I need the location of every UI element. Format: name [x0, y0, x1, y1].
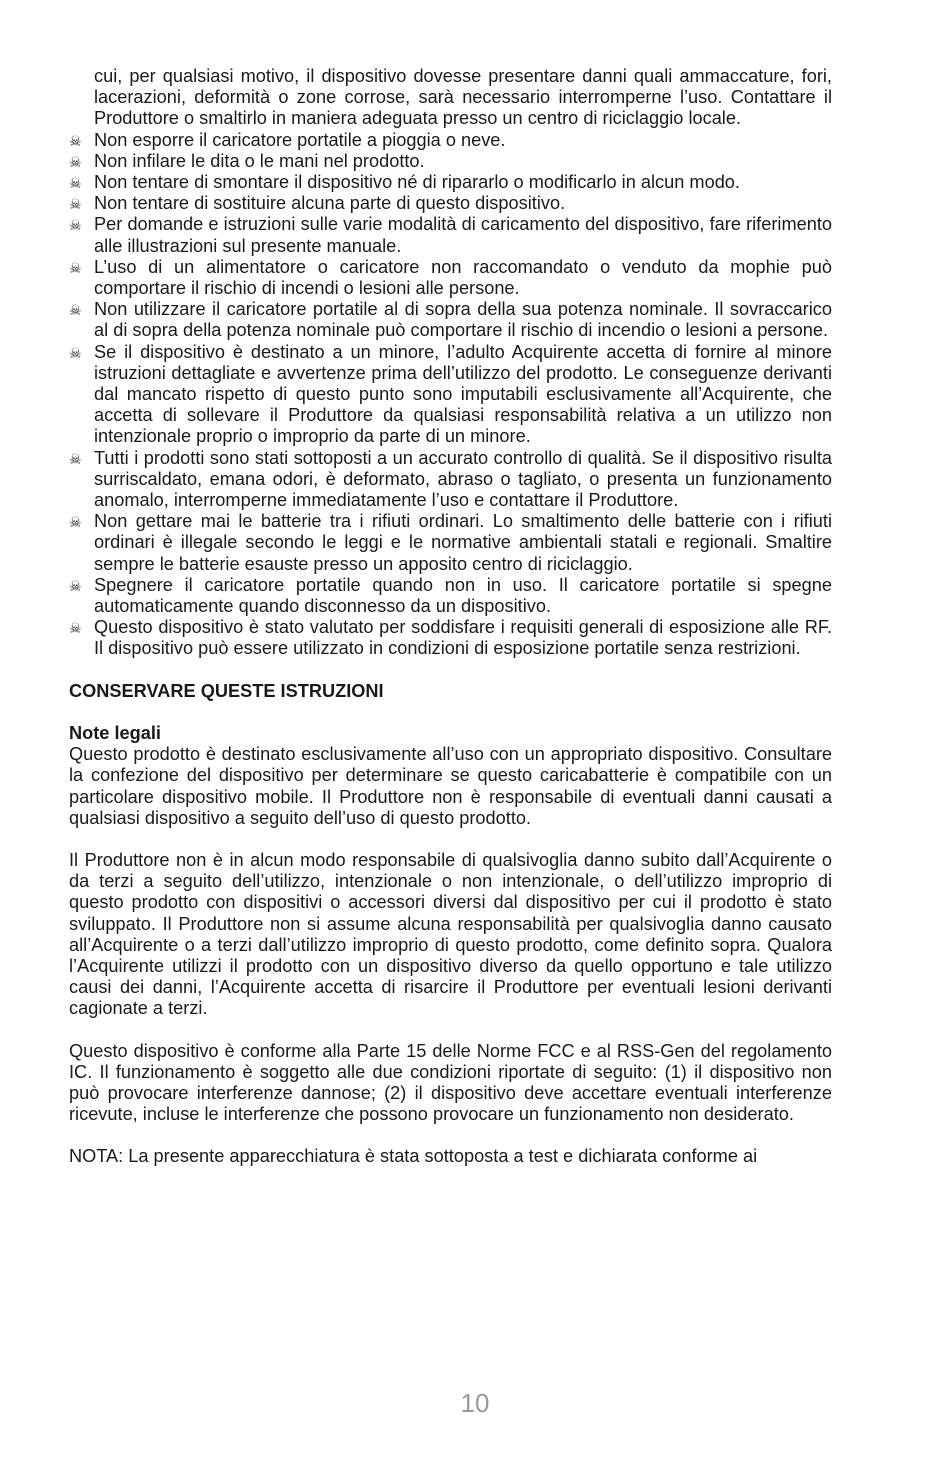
warning-item	[69, 299, 832, 341]
warning-item	[69, 575, 832, 617]
spacer	[69, 660, 832, 681]
warning-text: Se il dispositivo è destinato a un minore, l’adulto Acquirente accetta di fornire al minore istruzioni dettagliate e avvertenze prima dell’utilizzo del prodotto. Le conseguenze derivanti dal mancato rispetto di questo punto sono imputabili esclusivamente all’Acquirente, che accetta di sollevare il Produttore da qualsiasi responsabilità relativa a un utilizzo non intenzionale proprio o improprio da parte di un minore.	[94, 341, 832, 447]
skull-crossbones-icon: ☠	[69, 217, 82, 234]
spacer	[69, 1020, 832, 1041]
safety-warning-list	[69, 130, 832, 660]
legal-notes-heading: Note legali	[69, 722, 161, 743]
warning-item	[69, 193, 832, 214]
spacer	[69, 702, 832, 723]
skull-crossbones-icon: ☠	[69, 175, 82, 192]
skull-crossbones-icon: ☠	[69, 514, 82, 531]
warning-text: Questo dispositivo è stato valutato per soddisfare i requisiti generali di esposizione alle RF. Il dispositivo può essere utilizzato in condizioni di esposizione portatile senza restrizioni.	[94, 617, 832, 659]
warning-item	[69, 172, 832, 193]
warning-item	[69, 257, 832, 299]
page-number: 10	[460, 1388, 490, 1418]
skull-crossbones-icon: ☠	[69, 259, 82, 276]
skull-crossbones-icon: ☠	[69, 344, 82, 361]
warning-item	[69, 448, 832, 512]
skull-crossbones-icon: ☠	[69, 450, 82, 467]
warning-text: Non utilizzare il caricatore portatile al di sopra della sua potenza nominale. Il sovraccarico al di sopra della potenza nominale può comportare il rischio di incendio o lesioni a persone.	[94, 299, 832, 341]
keep-instructions-heading: CONSERVARE QUESTE ISTRUZIONI	[69, 680, 384, 701]
warning-item	[69, 214, 832, 256]
warning-item	[69, 342, 832, 448]
skull-crossbones-icon: ☠	[69, 196, 82, 213]
warning-text: Non tentare di smontare il dispositivo né di ripararlo o modificarlo in alcun modo.	[94, 172, 740, 193]
skull-crossbones-icon: ☠	[69, 302, 82, 319]
warning-item	[69, 511, 832, 575]
warning-text: Non gettare mai le batterie tra i rifiuti ordinari. Lo smaltimento delle batterie con i rifiuti ordinari è illegale secondo le leggi e le normative ambientali statali e regionali. Smaltire sempre le batterie esauste presso un apposito centro di riciclaggio.	[94, 511, 832, 574]
skull-crossbones-icon: ☠	[69, 577, 82, 594]
skull-crossbones-icon: ☠	[69, 132, 82, 149]
warning-text: L’uso di un alimentatore o caricatore non raccomandato o venduto da mophie può comportare il rischio di incendi o lesioni alle persone.	[94, 256, 832, 299]
warning-text: Non tentare di sostituire alcuna parte di questo dispositivo.	[94, 193, 566, 214]
document-page	[69, 66, 832, 1168]
spacer	[69, 1125, 832, 1146]
legal-paragraph: Questo dispositivo è conforme alla Parte 15 delle Norme FCC e al RSS-Gen del regolamento IC. Il funzionamento è soggetto alle due condizioni riportate di seguito: (1) il dispositivo non può provocare interferenze dannose; (2) il dispositivo deve accettare eventuali interferenze ricevute, incluse le interferenze che possono provocare un funzionamento non desiderato.	[69, 1040, 832, 1125]
warning-item	[69, 130, 832, 151]
legal-paragraph: NOTA: La presente apparecchiatura è stata sottoposta a test e dichiarata conforme ai	[69, 1146, 758, 1167]
warning-text: Non esporre il caricatore portatile a pioggia o neve.	[94, 129, 506, 150]
legal-paragraph: Il Produttore non è in alcun modo responsabile di qualsivoglia danno subito dall’Acquirente o da terzi a seguito dell’utilizzo, intenzionale o non intenzionale, o dell’utilizzo improprio di questo prodotto con dispositivi o accessori diversi dal dispositivo per cui il prodotto è stato sviluppato. Il Produttore non si assume alcuna responsabilità per qualsivoglia danno causato all’Acquirente o a terzi dall’utilizzo improprio di questo prodotto, come definito sopra. Qualora l’Acquirente utilizzi il prodotto con un dispositivo diverso da quello opportuno e tale utilizzo causi dei danni, l’Acquirente accetta di risarcire il Produttore per eventuali lesioni derivanti cagionate a terzi.	[69, 849, 832, 1019]
warning-text: Spegnere il caricatore portatile quando non in uso. Il caricatore portatile si spegne automaticamente quando disconnesso da un dispositivo.	[94, 574, 832, 617]
spacer	[69, 829, 832, 850]
warning-item	[69, 151, 832, 172]
legal-paragraph: Questo prodotto è destinato esclusivamente all’uso con un appropriato dispositivo. Consultare la confezione del dispositivo per determinare se questo caricabatterie è compatibile con un particolare dispositivo mobile. Il Produttore non è responsabile di eventuali danni causati a qualsiasi dispositivo a seguito dell’uso di questo prodotto.	[69, 744, 832, 828]
warning-text: Per domande e istruzioni sulle varie modalità di caricamento del dispositivo, fare riferimento alle illustrazioni sul presente manuale.	[94, 214, 832, 256]
warning-text: Non infilare le dita o le mani nel prodotto.	[94, 150, 425, 171]
skull-crossbones-icon: ☠	[69, 153, 82, 170]
warning-item	[69, 617, 832, 659]
continuation-paragraph: cui, per qualsiasi motivo, il dispositivo dovesse presentare danni quali ammaccature, fori, lacerazioni, deformità o zone corrose, sarà necessario interromperne l’uso. Contattare il Produttore o smaltirlo in maniera adeguata presso un centro di riciclaggio locale.	[94, 66, 832, 129]
warning-text: Tutti i prodotti sono stati sottoposti a un accurato controllo di qualità. Se il dispositivo risulta surriscaldato, emana odori, è deformato, abraso o tagliato, o presenta un funzionamento anomalo, interromperne immediatamente l’uso e contattare il Produttore.	[94, 447, 832, 511]
skull-crossbones-icon: ☠	[69, 620, 82, 637]
